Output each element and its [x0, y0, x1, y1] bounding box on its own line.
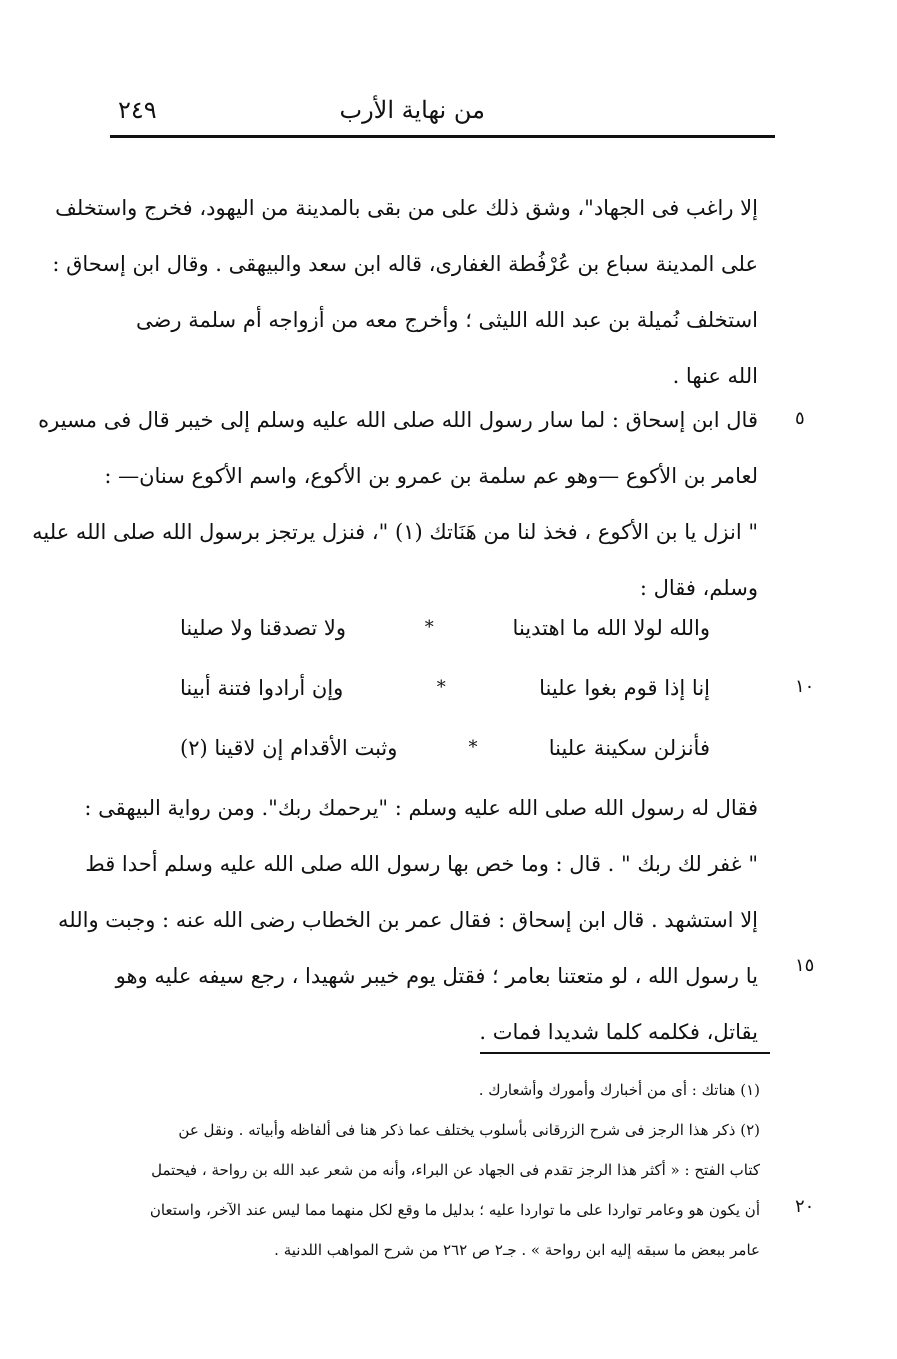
verse-separator: *	[468, 737, 478, 758]
text-line: يا رسول الله ، لو متعتنا بعامر ؛ فقتل يوم خيبر شهيدا ، رجع سيفه عليه وهو	[115, 964, 758, 988]
verse-separator: *	[436, 677, 446, 698]
footnotes	[120, 1070, 760, 1270]
margin-line-number: ٢٠	[795, 1196, 815, 1217]
text-line: إلا استشهد . قال ابن إسحاق : فقال عمر بن الخطاب رضى الله عنه : وجبت والله	[58, 908, 758, 932]
text-line: لعامر بن الأكوع —وهو عم سلمة بن عمرو بن الأكوع، واسم الأكوع سنان— :	[104, 464, 758, 488]
verse-hemistich-first: والله لولا الله ما اهتدينا	[512, 616, 710, 640]
verse-hemistich-first: إنا إذا قوم بغوا علينا	[539, 676, 710, 700]
text-line: يقاتل، فكلمه كلما شديدا فمات .	[479, 1020, 758, 1044]
page-number: ٢٤٩	[118, 96, 157, 124]
running-title: من نهاية الأرب	[339, 96, 485, 124]
text-line: " غفر لك ربك " . قال : وما خص بها رسول الله صلى الله عليه وسلم أحدا قط	[85, 852, 758, 876]
verse-hemistich-second: ولا تصدقنا ولا صلينا	[180, 616, 346, 640]
verse-hemistich-second: وثبت الأقدام إن لاقينا (٢)	[180, 736, 398, 760]
footnote-line: (٢) ذكر هذا الرجز فى شرح الزرقانى بأسلوب يختلف عما ذكر هنا فى ألفاظه وأبياته . ونقل عن	[178, 1121, 760, 1139]
text-line: إلا راغب فى الجهاد"، وشق ذلك على من بقى بالمدينة من اليهود، فخرج واستخلف	[55, 196, 758, 220]
margin-line-number: ٥	[795, 408, 805, 429]
verse-line	[180, 658, 710, 718]
text-line: الله عنها .	[672, 364, 758, 388]
text-line: قال ابن إسحاق : لما سار رسول الله صلى الله عليه وسلم إلى خيبر قال فى مسيره	[38, 408, 758, 432]
verse-separator: *	[424, 617, 434, 638]
footnote-rule	[480, 1052, 770, 1054]
text-line: وسلم، فقال :	[639, 576, 758, 600]
header-rule	[110, 135, 775, 138]
verse-line	[180, 598, 710, 658]
verse-hemistich-first: فأنزلن سكينة علينا	[548, 736, 710, 760]
verse-hemistich-second: وإن أرادوا فتنة أبينا	[180, 676, 344, 700]
paragraph-1	[52, 180, 758, 404]
verse-block	[180, 598, 710, 778]
text-line: فقال له رسول الله صلى الله عليه وسلم : "يرحمك ربك". ومن رواية البيهقى :	[84, 796, 758, 820]
page-header	[110, 92, 775, 136]
text-line: استخلف نُميلة بن عبد الله الليثى ؛ وأخرج معه من أزواجه أم سلمة رضى	[136, 308, 758, 332]
margin-line-number: ١٥	[795, 955, 815, 976]
footnote-line: عامر ببعض ما سبقه إليه ابن رواحة » . جـ٢ ص ٢٦٢ من شرح المواهب اللدنية .	[274, 1241, 760, 1259]
paragraph-2	[32, 392, 758, 616]
text-line: " انزل يا بن الأكوع ، فخذ لنا من هَنَاتك (١) "، فنزل يرتجز برسول الله صلى الله عليه	[32, 520, 758, 544]
text-line: على المدينة سباع بن عُرْفُطة الغفارى، قاله ابن سعد والبيهقى . وقال ابن إسحاق :	[52, 252, 758, 276]
margin-line-number: ١٠	[795, 676, 815, 697]
verse-line	[180, 718, 710, 778]
footnote-line: كتاب الفتح : « أكثر هذا الرجز تقدم فى الجهاد عن البراء، وأنه من شعر عبد الله بن رواحة ، فيحتمل	[151, 1161, 760, 1179]
footnote-line: أن يكون هو وعامر تواردا على ما تواردا عليه ؛ بدليل ما وقع لكل منهما مما ليس عند الآخر، واستعان	[149, 1201, 760, 1219]
paragraph-3	[58, 780, 758, 1060]
footnote-line: (١) هناتك : أى من أخبارك وأمورك وأشعارك .	[478, 1081, 760, 1099]
